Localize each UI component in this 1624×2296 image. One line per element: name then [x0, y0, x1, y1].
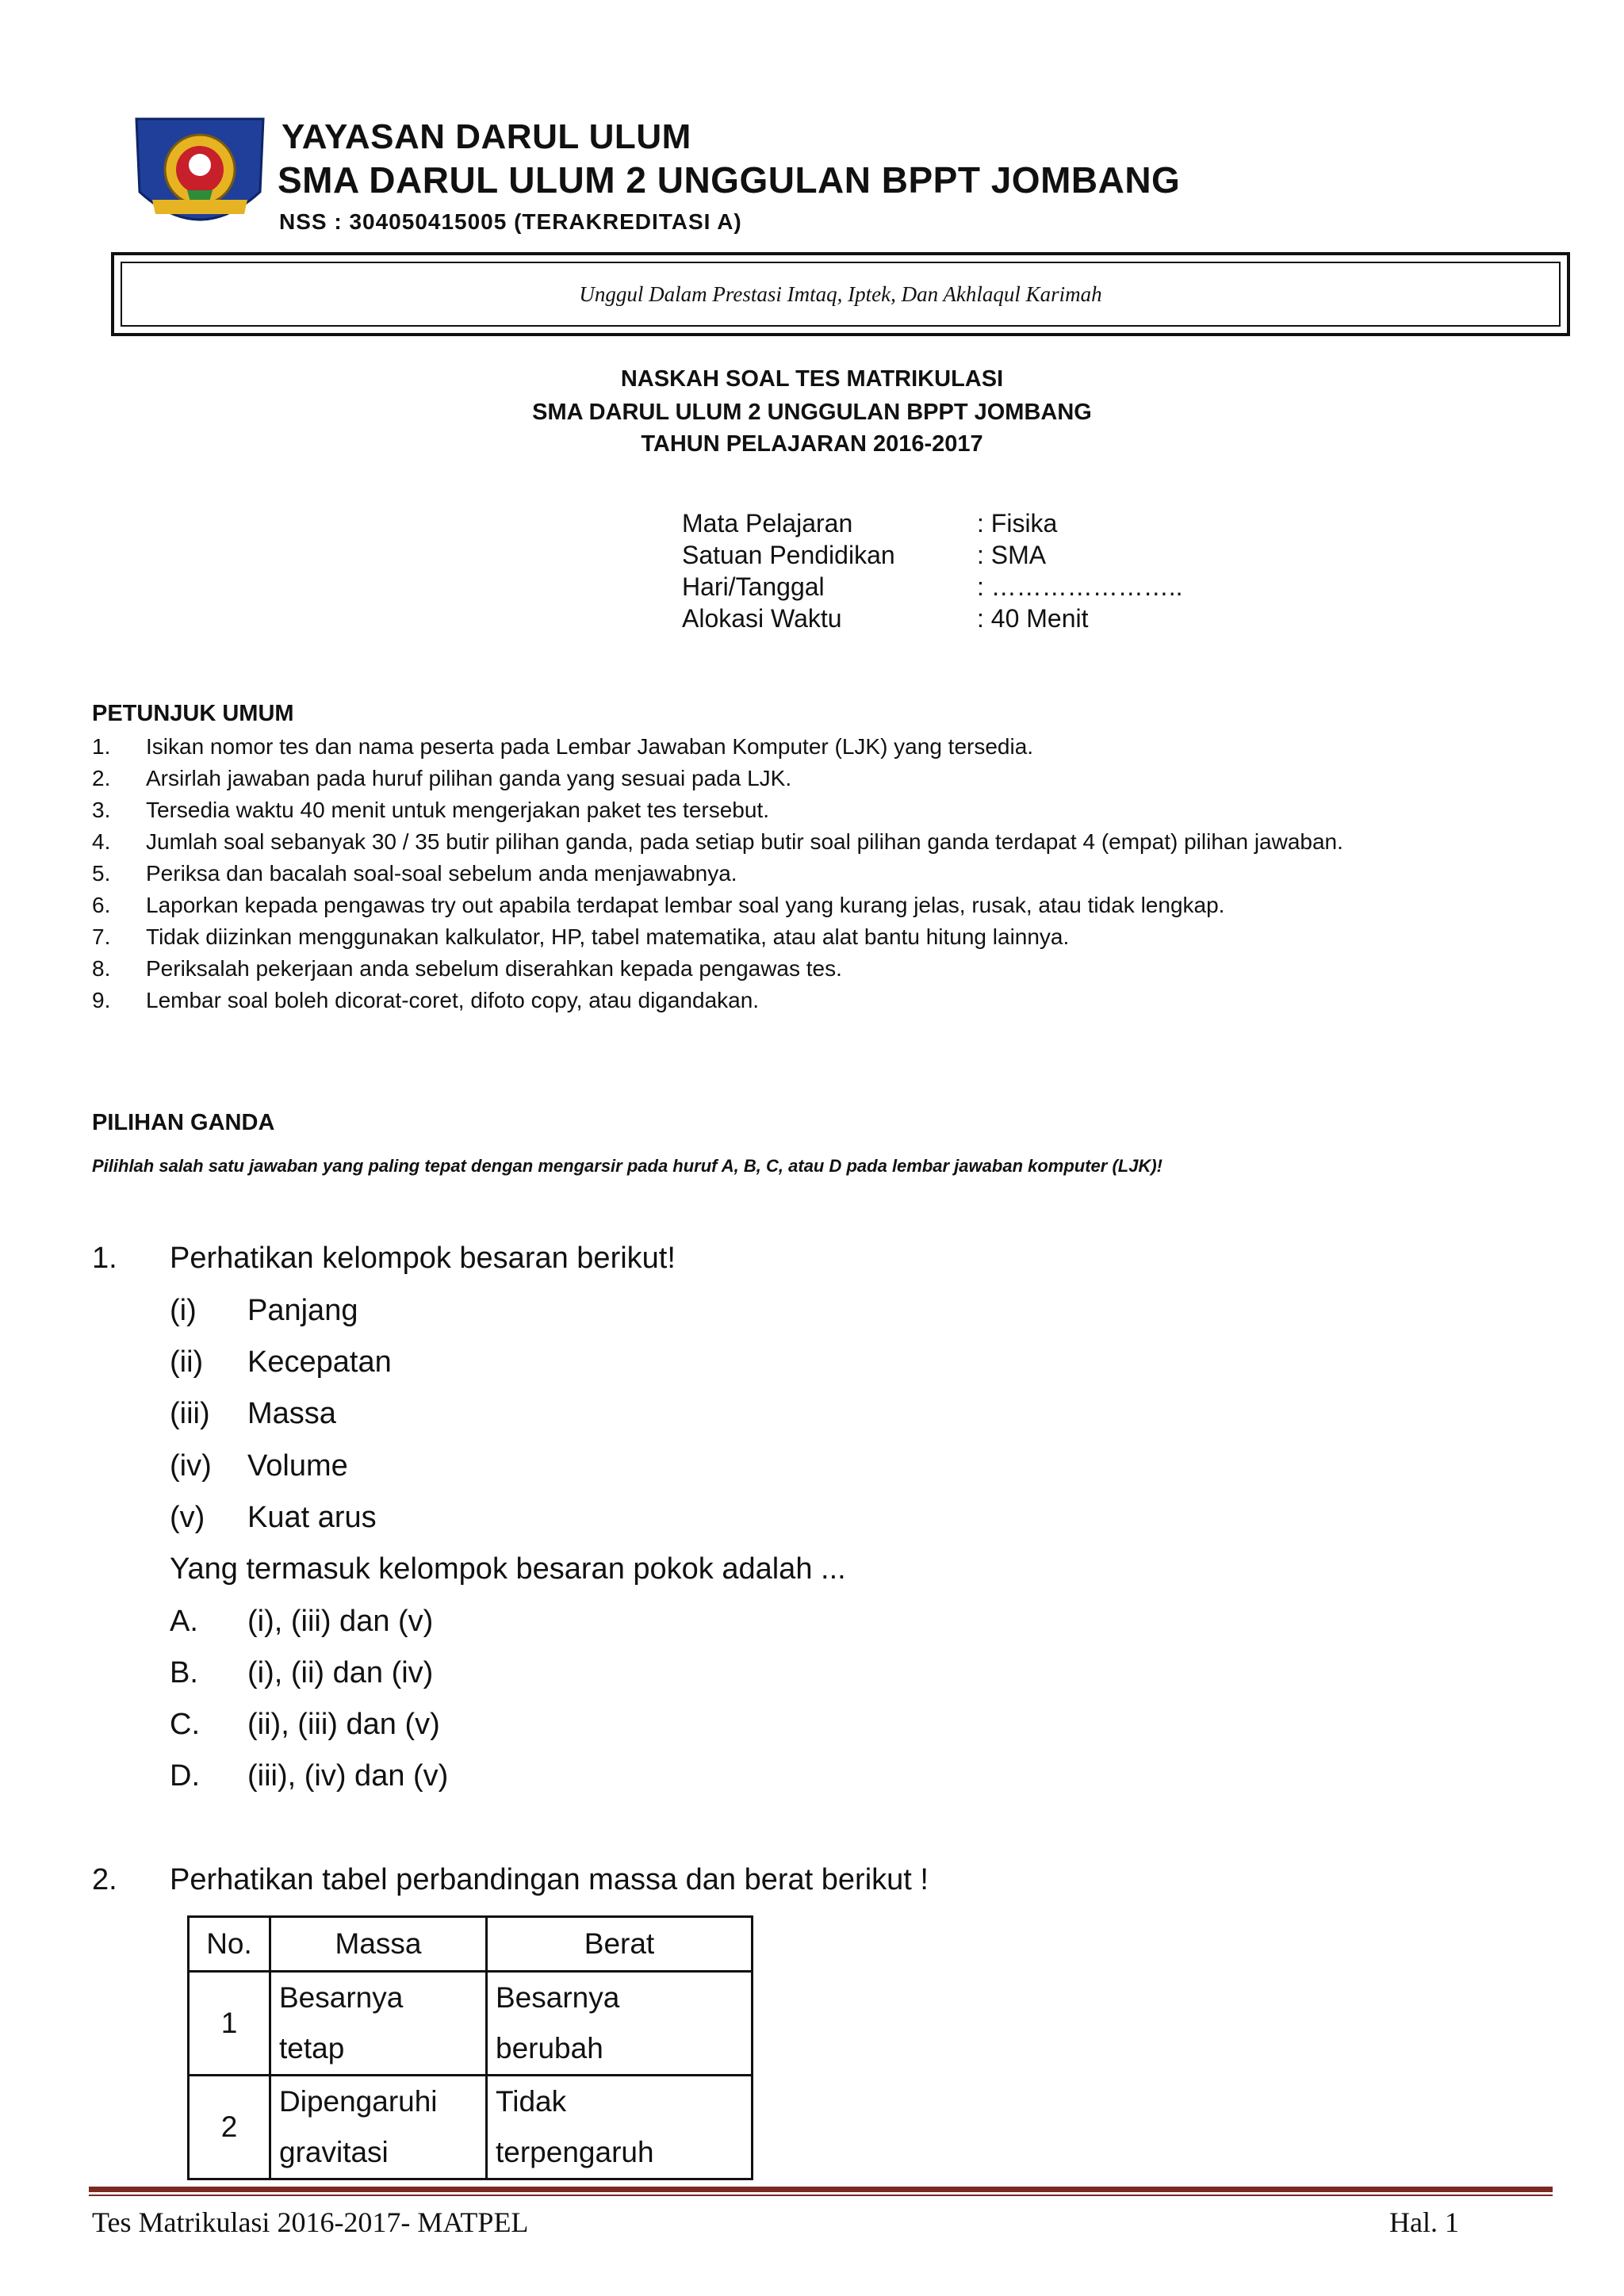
list-item-text: Arsirlah jawaban pada huruf pilihan ganda yang sesuai pada LJK.	[146, 766, 792, 790]
list-item-number: 9.	[92, 988, 111, 1012]
info-value: : …………………..	[977, 572, 1183, 601]
q1-item-text: Massa	[247, 1397, 336, 1430]
table-header-cell: Massa	[270, 1917, 487, 1972]
list-item-number: 3.	[92, 798, 111, 822]
list-item-text: Jumlah soal sebanyak 30 / 35 butir pilihan ganda, pada setiap butir soal pilihan ganda terdapat 4 (empat) pilihan jawaban.	[146, 829, 1343, 854]
title-line-1: NASKAH SOAL TES MATRIKULASI	[620, 366, 1004, 392]
q1-option-mark: B.	[170, 1656, 198, 1689]
list-item	[92, 763, 1549, 794]
info-label: Satuan Pendidikan	[682, 541, 895, 569]
table-cell-berat	[487, 2076, 753, 2179]
table-cell-no: 2	[189, 2076, 270, 2179]
school-motto: Unggul Dalam Prestasi Imtaq, Iptek, Dan Akhlaqul Karimah	[579, 281, 1102, 306]
table-cell-massa	[270, 2076, 487, 2179]
footer-rule-thin	[89, 2195, 1553, 2196]
info-value: : SMA	[977, 541, 1047, 569]
table-header-row	[189, 1917, 753, 1972]
question-1-text: Perhatikan kelompok besaran berikut!	[170, 1242, 676, 1275]
cell-line: Besarnya	[279, 1981, 404, 2014]
q1-option-mark: A.	[170, 1605, 198, 1638]
list-item-text: Laporkan kepada pengawas try out apabila terdapat lembar soal yang kurang jelas, rusak, atau tidak lengkap.	[146, 893, 1225, 917]
list-item-text: Lembar soal boleh dicorat-coret, difoto copy, atau digandakan.	[146, 988, 760, 1012]
q1-item-text: Kuat arus	[247, 1501, 377, 1534]
exam-info	[682, 507, 1183, 634]
list-item	[92, 953, 1549, 985]
info-row	[682, 539, 1183, 571]
cell-line: Tidak	[496, 2085, 567, 2118]
table-header-cell: Berat	[487, 1917, 753, 1972]
q1-item-text: Kecepatan	[247, 1345, 392, 1379]
info-row	[682, 603, 1183, 634]
q1-item-mark: (ii)	[170, 1345, 204, 1379]
info-row	[682, 507, 1183, 539]
q1-item-mark: (i)	[170, 1294, 197, 1327]
table-cell-berat	[487, 1972, 753, 2076]
q1-option-text: (ii), (iii) dan (v)	[247, 1708, 440, 1741]
mass-weight-table	[187, 1915, 753, 2180]
q1-item-text: Panjang	[247, 1294, 358, 1327]
q1-option-text: (i), (ii) dan (iv)	[247, 1656, 434, 1689]
info-label: Mata Pelajaran	[682, 509, 853, 538]
list-item-number: 7.	[92, 924, 111, 949]
list-item	[92, 921, 1549, 953]
pilihan-ganda-instruction: Pilihlah salah satu jawaban yang paling tepat dengan mengarsir pada huruf A, B, C, atau D pada lembar jawaban komputer (LJK)!	[92, 1156, 1163, 1176]
q1-item-text: Volume	[247, 1449, 348, 1483]
title-line-3: TAHUN PELAJARAN 2016-2017	[641, 431, 983, 457]
cell-line: Dipengaruhi	[279, 2085, 438, 2118]
table-header-cell: No.	[189, 1917, 270, 1972]
list-item-text: Isikan nomor tes dan nama peserta pada Lembar Jawaban Komputer (LJK) yang tersedia.	[146, 734, 1034, 759]
list-item-number: 8.	[92, 956, 111, 981]
school-logo	[121, 113, 279, 239]
list-item-text: Tidak diizinkan menggunakan kalkulator, HP, tabel matematika, atau alat bantu hitung lainnya.	[146, 924, 1070, 949]
q1-item-mark: (v)	[170, 1501, 205, 1534]
school-name: SMA DARUL ULUM 2 UNGGULAN BPPT JOMBANG	[278, 159, 1181, 201]
q1-item-mark: (iv)	[170, 1449, 212, 1483]
foundation-name: YAYASAN DARUL ULUM	[282, 117, 691, 156]
pilihan-ganda-heading: PILIHAN GANDA	[92, 1110, 275, 1135]
question-1-prompt: Yang termasuk kelompok besaran pokok adalah ...	[170, 1552, 846, 1586]
list-item	[92, 731, 1549, 763]
info-label: Alokasi Waktu	[682, 604, 842, 633]
question-2-number: 2.	[92, 1863, 117, 1896]
q1-option-text: (i), (iii) dan (v)	[247, 1605, 434, 1638]
cell-line: terpengaruh	[496, 2136, 654, 2168]
cell-line: tetap	[279, 2032, 345, 2064]
question-2-text: Perhatikan tabel perbandingan massa dan berat berikut !	[170, 1863, 929, 1896]
petunjuk-heading: PETUNJUK UMUM	[92, 701, 294, 726]
list-item	[92, 794, 1549, 826]
list-item	[92, 858, 1549, 890]
list-item-number: 2.	[92, 766, 111, 790]
list-item	[92, 826, 1549, 858]
list-item-number: 4.	[92, 829, 111, 854]
list-item-text: Periksalah pekerjaan anda sebelum diserahkan kepada pengawas tes.	[146, 956, 842, 981]
title-line-2: SMA DARUL ULUM 2 UNGGULAN BPPT JOMBANG	[532, 400, 1092, 425]
q1-item-mark: (iii)	[170, 1397, 210, 1430]
info-label: Hari/Tanggal	[682, 572, 825, 601]
list-item	[92, 890, 1549, 921]
list-item-number: 5.	[92, 861, 111, 886]
cell-line: berubah	[496, 2032, 603, 2064]
info-row	[682, 571, 1183, 603]
nss-number: NSS : 304050415005 (TERAKREDITASI A)	[279, 209, 742, 234]
page-number: Hal. 1	[1389, 2206, 1459, 2238]
list-item-number: 6.	[92, 893, 111, 917]
table-cell-no: 1	[189, 1972, 270, 2076]
info-value: : 40 Menit	[977, 604, 1089, 633]
question-1-number: 1.	[92, 1242, 117, 1275]
q1-option-mark: D.	[170, 1759, 200, 1793]
petunjuk-list	[92, 731, 1549, 1016]
list-item-text: Tersedia waktu 40 menit untuk mengerjakan paket tes tersebut.	[146, 798, 769, 822]
footer-title: Tes Matrikulasi 2016-2017- MATPEL	[92, 2206, 529, 2238]
info-value: : Fisika	[977, 509, 1058, 538]
table-cell-massa	[270, 1972, 487, 2076]
footer-rule	[89, 2187, 1553, 2192]
table-row	[189, 1972, 753, 2076]
cell-line: gravitasi	[279, 2136, 389, 2168]
list-item-number: 1.	[92, 734, 111, 759]
list-item	[92, 985, 1549, 1016]
table-row	[189, 2076, 753, 2179]
list-item-text: Periksa dan bacalah soal-soal sebelum anda menjawabnya.	[146, 861, 737, 886]
motto-box	[111, 252, 1570, 336]
q1-option-text: (iii), (iv) dan (v)	[247, 1759, 449, 1793]
cell-line: Besarnya	[496, 1981, 620, 2014]
q1-option-mark: C.	[170, 1708, 200, 1741]
